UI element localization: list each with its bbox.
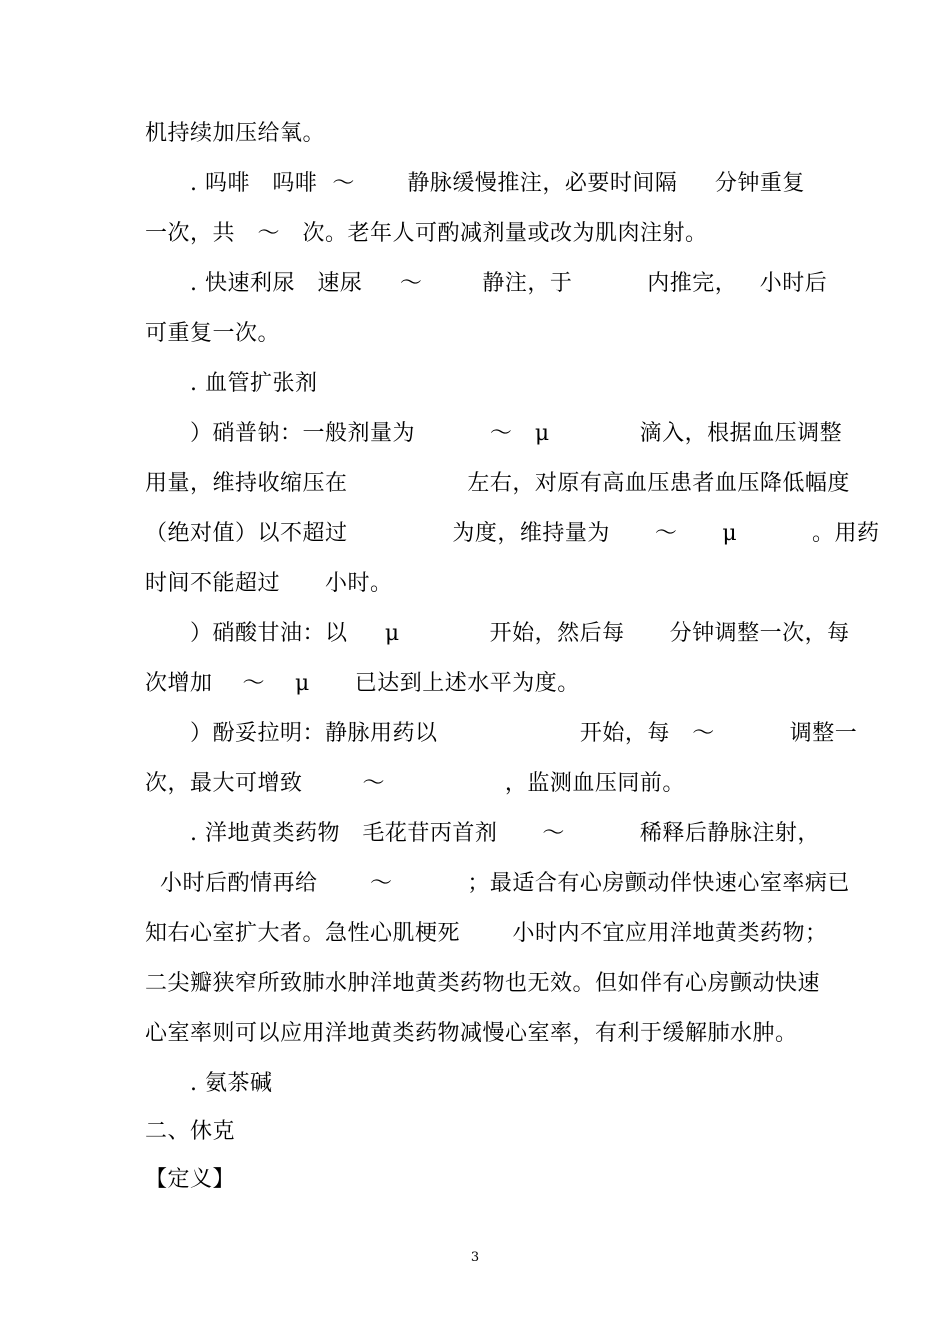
text-line-1: 机持续加压给氧。 (145, 121, 326, 146)
text-line-19: 心室率则可以应用洋地黄类药物减慢心室率，有利于缓解肺水肿。 (145, 1021, 798, 1046)
text-line-11: ）硝酸甘油：以 μ 开始，然后每 分钟调整一次，每 (145, 621, 850, 646)
text-line-10: 时间不能超过 小时。 (145, 571, 393, 596)
text-line-14: 次，最大可增致 ～ ，监测血压同前。 (145, 771, 685, 796)
text-line-17: 知右心室扩大者。急性心肌梗死 小时内不宜应用洋地黄类药物； (145, 921, 828, 946)
text-line-5: 可重复一次。 (145, 321, 281, 346)
text-line-20: . 氨茶碱 (145, 1071, 273, 1096)
text-line-7: ）硝普钠：一般剂量为 ～ μ 滴入，根据血压调整 (145, 421, 843, 446)
text-line-2: . 吗啡 吗啡 ～ 静脉缓慢推注，必要时间隔 分钟重复 (145, 171, 805, 196)
text-line-9: （绝对值）以不超过 为度，维持量为 ～ μ 。用药 (145, 521, 880, 546)
subsection-heading: 【定义】 (145, 1167, 236, 1192)
text-line-16: 小时后酌情再给 ～ ；最适合有心房颤动伴快速心室率病已 (145, 871, 850, 896)
text-line-13: ）酚妥拉明：静脉用药以 开始，每 ～ 调整一 (145, 721, 858, 746)
text-line-3: 一次，共 ～ 次。老年人可酌减剂量或改为肌肉注射。 (145, 221, 708, 246)
section-heading: 二、休克 (145, 1119, 236, 1144)
text-line-15: . 洋地黄类药物 毛花苷丙首剂 ～ 稀释后静脉注射， (145, 821, 820, 846)
text-line-4: . 快速利尿 速尿 ～ 静注，于 内推完， 小时后 (145, 271, 828, 296)
text-line-6: . 血管扩张剂 (145, 371, 318, 396)
text-line-8: 用量，维持收缩压在 左右，对原有高血压患者血压降低幅度 (145, 471, 850, 496)
page-number: 3 (470, 1250, 480, 1265)
text-line-18: 二尖瓣狭窄所致肺水肿洋地黄类药物也无效。但如伴有心房颤动快速 (145, 971, 821, 996)
text-line-12: 次增加 ～ μ 已达到上述水平为度。 (145, 671, 580, 696)
